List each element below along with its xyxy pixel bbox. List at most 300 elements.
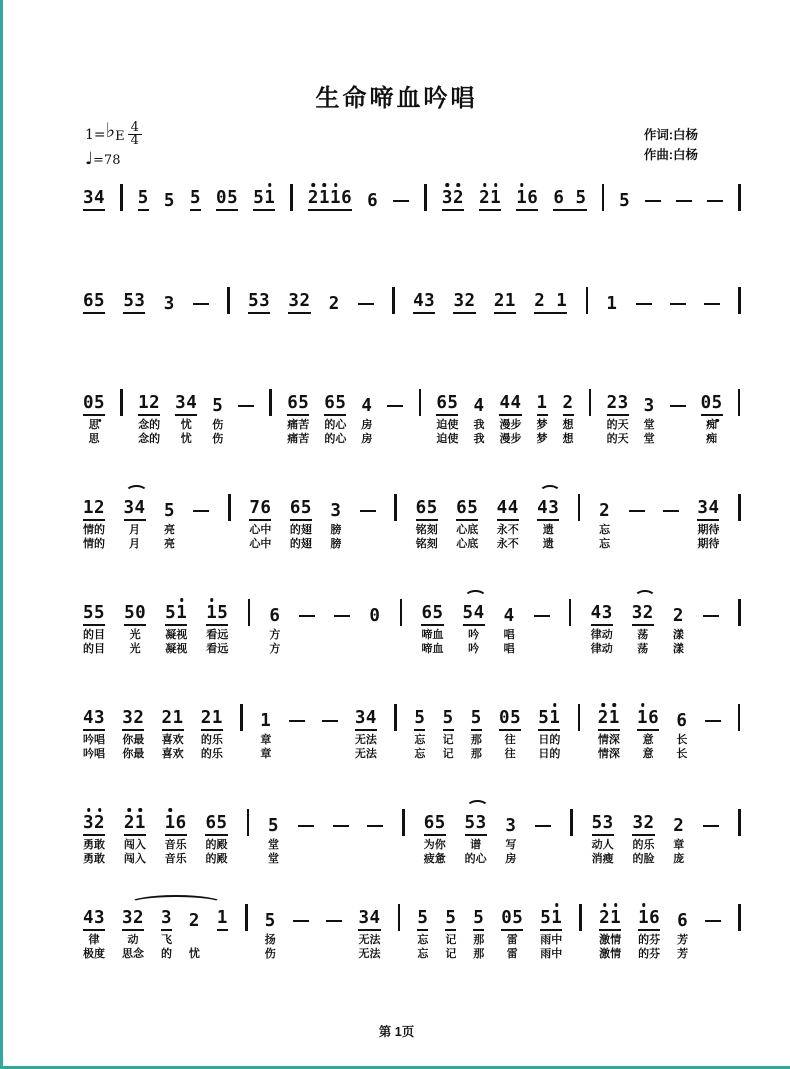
- note-group: [591, 596, 613, 655]
- lyric-syllable: [306, 643, 309, 656]
- barline: [120, 181, 123, 211]
- dash-mark: [393, 200, 409, 203]
- dash-extension: [705, 701, 721, 760]
- note-digit: 2: [149, 393, 161, 413]
- note-digit: 0: [700, 393, 712, 413]
- note-digit: 3: [424, 291, 436, 311]
- barline-mark: [245, 904, 248, 931]
- lyric-syllable: 方: [269, 642, 281, 655]
- note-digit: 1: [264, 188, 276, 208]
- note-digit: 2: [672, 606, 684, 626]
- lyric-syllable: 痛苦: [287, 432, 310, 445]
- note-digits: [453, 291, 475, 314]
- note-digit: 3: [441, 188, 453, 208]
- lyric-syllable: [228, 524, 231, 537]
- note-digit: 1: [83, 498, 95, 518]
- note-digits-slur: [124, 498, 146, 521]
- lyric-syllable: [579, 934, 582, 947]
- note-group: [324, 386, 346, 445]
- barline-mark: [120, 184, 123, 211]
- lyric-syllable: 无法: [358, 947, 381, 960]
- lyric-syllable: 的天: [606, 419, 629, 431]
- key-letter: E: [115, 129, 125, 144]
- note-digit: 2: [606, 393, 618, 413]
- note-digits-slur: [632, 603, 654, 626]
- barline: [392, 284, 395, 314]
- note-digit: 3: [122, 708, 134, 728]
- lyric-syllable: 勇敢: [83, 839, 106, 851]
- lyric-syllable: 激情: [599, 947, 622, 960]
- lyric-syllable: 那: [470, 734, 482, 746]
- dash-mark: [334, 615, 350, 618]
- barline: [578, 491, 581, 550]
- note-digit: 5: [591, 813, 603, 833]
- dash-extension: [670, 386, 686, 445]
- lyric-syllable: [709, 643, 712, 656]
- lyric-syllable: 思念: [122, 947, 145, 960]
- lyric-syllable: [709, 629, 712, 642]
- note-digits: [83, 188, 105, 211]
- note-digit: 5: [538, 708, 550, 728]
- barline-mark: [228, 494, 231, 521]
- lyric-syllable: [712, 948, 715, 961]
- note-digits: [606, 294, 617, 314]
- lyric-syllable: [373, 629, 376, 642]
- note-group: [165, 596, 187, 655]
- lyric-syllable: 思: [88, 432, 100, 445]
- lyric-syllable: 的芬: [638, 947, 661, 960]
- dash-extension: [705, 901, 721, 960]
- lyric-syllable: 吟: [468, 629, 480, 641]
- lyric-syllable: [709, 839, 712, 852]
- lyric-syllable: 章: [260, 747, 272, 760]
- note-digits: [83, 908, 105, 931]
- note-digit: 6: [436, 393, 448, 413]
- lyric-syllable: [295, 734, 298, 747]
- dash-mark: [326, 920, 342, 923]
- lyric-syllable: 思: [88, 419, 100, 431]
- lyric-syllable: [299, 934, 302, 947]
- note-digit: 2: [643, 813, 655, 833]
- lyric-syllable: [397, 948, 400, 961]
- note-group: [290, 491, 312, 550]
- note-group: [201, 701, 223, 760]
- note-digits: [249, 498, 271, 521]
- note-digit: 3: [643, 396, 655, 416]
- lyric-syllable: 消瘦: [591, 852, 614, 865]
- note-digit: 6: [456, 498, 468, 518]
- barline: [120, 386, 123, 445]
- lyric-syllable: 的芬: [638, 934, 661, 946]
- barline-mark: [602, 184, 605, 211]
- note-digit: 6: [289, 498, 301, 518]
- lyric-syllable: 的心: [464, 852, 487, 865]
- note-digit: 0: [216, 188, 228, 208]
- barline: [247, 596, 250, 655]
- key-signature-block: [85, 117, 142, 169]
- note-group: [445, 901, 456, 960]
- barline: [240, 701, 243, 760]
- lyric-syllable: [269, 433, 272, 446]
- note-digit: 6: [83, 291, 95, 311]
- lyric-syllable: 激情: [599, 934, 622, 946]
- lyric-syllable: 律: [88, 934, 100, 946]
- note-group: [122, 901, 144, 960]
- barline: [738, 806, 741, 865]
- note-group: [479, 181, 501, 211]
- note-digit: 4: [510, 393, 522, 413]
- note-digit: 5: [575, 188, 587, 208]
- note-digits: [123, 291, 145, 314]
- note-digit: 5: [264, 911, 276, 931]
- note-digits: [499, 708, 521, 731]
- lyric-syllable: 伤: [264, 947, 276, 960]
- note-digits: [165, 603, 187, 626]
- barline: [586, 284, 589, 314]
- lyric-syllable: [399, 643, 402, 656]
- note-digits: [83, 498, 105, 521]
- note-digits: [538, 708, 560, 731]
- dash-extension: [333, 806, 349, 865]
- note-digit: 1: [606, 294, 618, 314]
- lyric-syllable: [269, 419, 272, 432]
- dash-extension: [367, 806, 383, 865]
- note-digit: 4: [83, 708, 95, 728]
- note-digits: [201, 708, 223, 731]
- note-digit: 5: [335, 393, 347, 413]
- note-digit: 6: [648, 708, 660, 728]
- lyric-syllable: [635, 524, 638, 537]
- barline-mark: [419, 389, 422, 416]
- dash-mark: [299, 615, 315, 618]
- lyric-syllable: 方: [269, 629, 281, 641]
- flat-icon: ♭: [105, 117, 116, 142]
- note-digit: 5: [464, 813, 476, 833]
- music-system-6: [83, 701, 741, 760]
- dash-mark: [367, 825, 383, 828]
- note-digits-slur: [122, 908, 144, 931]
- note-digits: [599, 501, 610, 521]
- lyric-syllable: 那: [470, 747, 482, 760]
- note-group: [499, 701, 521, 760]
- note-digit: 2: [328, 294, 340, 314]
- lyric-syllable: 吟唱: [83, 747, 106, 760]
- note-digit: 6: [423, 813, 435, 833]
- lyric-syllable: 凝视: [165, 629, 188, 641]
- dash-mark: [670, 405, 686, 408]
- note-digit: 5: [414, 708, 426, 728]
- lyric-syllable: 啼血: [421, 629, 444, 641]
- lyric-syllable: [709, 853, 712, 866]
- lyric-syllable: 迫使: [436, 419, 459, 431]
- lyric-syllable: 无法: [354, 734, 377, 746]
- lyric-syllable: [394, 538, 397, 551]
- note-digit: 3: [475, 813, 487, 833]
- note-digit: 5: [426, 498, 438, 518]
- lyric-syllable: [394, 433, 397, 446]
- note-digit: 5: [470, 708, 482, 728]
- lyric-syllable: [540, 643, 543, 656]
- lyric-syllable: 荡: [637, 642, 649, 655]
- note-digit: 6: [527, 188, 539, 208]
- dash-extension: [629, 491, 645, 550]
- note-digits: [553, 188, 586, 211]
- lyric-syllable: [676, 433, 679, 446]
- note-digit: 3: [354, 708, 366, 728]
- note-group: [607, 386, 629, 445]
- dash-mark: [293, 920, 309, 923]
- lyric-syllable: [738, 419, 741, 432]
- note-digit: 3: [453, 291, 465, 311]
- lyric-syllable: 记: [442, 734, 454, 746]
- note-digit: 4: [708, 498, 720, 518]
- dash-extension: [322, 701, 338, 760]
- lyric-syllable: [589, 433, 592, 446]
- note-group: [701, 386, 723, 445]
- lyric-syllable: 的心: [324, 419, 347, 431]
- note-digits: [676, 711, 687, 731]
- note-digits: [416, 498, 438, 521]
- note-group: [206, 596, 228, 655]
- note-digit: 3: [123, 498, 135, 518]
- note-digits: [165, 813, 187, 836]
- note-digit: 6: [324, 393, 336, 413]
- lyric-syllable: [569, 629, 572, 642]
- barline-mark: [570, 809, 573, 836]
- lyric-syllable: 房: [361, 419, 373, 431]
- note-digits: [497, 498, 519, 521]
- note-digits: [592, 813, 614, 836]
- lyric-syllable: 看远: [206, 629, 229, 641]
- lyric-syllable: [221, 934, 224, 947]
- note-group: [165, 806, 187, 865]
- key-signature: [85, 117, 142, 148]
- note-digit: 1: [504, 291, 516, 311]
- barline: [589, 386, 592, 445]
- dash-mark: [703, 615, 719, 618]
- dash-extension: [326, 901, 342, 960]
- note-digit: 5: [434, 813, 446, 833]
- lyric-syllable: 无法: [354, 747, 377, 760]
- lyric-syllable: 雷: [506, 934, 518, 946]
- barline-mark: [578, 494, 581, 521]
- dash-extension: [703, 596, 719, 655]
- dash-extension: [676, 181, 692, 211]
- note-digit: 5: [189, 188, 201, 208]
- lyric-syllable: 章: [673, 839, 685, 851]
- note-digits: [442, 188, 464, 211]
- lyric-syllable: [366, 538, 369, 551]
- lyric-syllable: 飞: [160, 934, 172, 946]
- note-digit: 6: [205, 813, 217, 833]
- note-group: [421, 596, 443, 655]
- note-digits: [260, 711, 271, 731]
- lyric-syllable: 勇敢: [83, 852, 106, 865]
- dash-mark: [704, 303, 720, 306]
- note-digit: 1: [516, 188, 528, 208]
- note-digit: 1: [551, 908, 563, 928]
- note-digit: 2: [123, 813, 135, 833]
- lyric-syllable: 的殿: [205, 839, 228, 851]
- note-group: [465, 806, 487, 865]
- barline: [738, 181, 741, 211]
- lyric-syllable: 的目: [83, 629, 106, 641]
- note-digits: [206, 603, 228, 626]
- dash-mark: [387, 405, 403, 408]
- note-digit: 5: [253, 188, 265, 208]
- dash-extension: [704, 284, 720, 314]
- barline-mark: [394, 704, 397, 731]
- lyric-syllable: [570, 839, 573, 852]
- music-system-8: [83, 901, 741, 960]
- note-digit: 5: [163, 191, 175, 211]
- lyric-syllable: 忘: [599, 537, 611, 550]
- note-digits: [83, 708, 105, 731]
- note-digit: 3: [83, 813, 95, 833]
- lyric-syllable: [328, 748, 331, 761]
- note-group: [83, 386, 105, 445]
- dash-mark: [193, 303, 209, 306]
- lyric-syllable: [373, 643, 376, 656]
- lyric-syllable: [738, 629, 741, 642]
- barline-mark: [579, 904, 582, 931]
- note-digit: 2: [599, 501, 611, 521]
- note-digit: 2: [452, 188, 464, 208]
- note-group: [369, 596, 380, 655]
- lyric-syllable: [341, 629, 344, 642]
- lyric-syllable: [570, 853, 573, 866]
- lyric-syllable: 的翅: [289, 537, 312, 550]
- composer-credit: 作曲:白杨: [643, 148, 698, 162]
- lyric-syllable: [304, 839, 307, 852]
- music-system-7: [83, 806, 741, 865]
- note-digits: [164, 501, 175, 521]
- note-digit: 5: [512, 908, 524, 928]
- dash-extension: [289, 701, 305, 760]
- lyric-syllable: [247, 643, 250, 656]
- note-digit: 4: [369, 908, 381, 928]
- note-digit: 1: [610, 908, 622, 928]
- lyric-syllable: 忧: [188, 947, 200, 960]
- dash-extension: [663, 491, 679, 550]
- dash-mark: [663, 510, 679, 513]
- note-digit: 4: [503, 606, 515, 626]
- dash-mark: [629, 510, 645, 513]
- note-digit: 1: [211, 708, 223, 728]
- note-group: [83, 491, 105, 550]
- note-digits: [701, 393, 723, 416]
- note-digits: [355, 708, 377, 731]
- dash-extension: [670, 284, 686, 314]
- barline: [579, 901, 582, 960]
- note-group: [175, 386, 197, 445]
- dash-extension: [703, 806, 719, 865]
- note-digit: 4: [186, 393, 198, 413]
- lyric-syllable: [397, 934, 400, 947]
- lyric-syllable: 忘: [417, 934, 429, 946]
- note-digit: 3: [601, 603, 613, 623]
- note-digits: [516, 188, 538, 211]
- barline-mark: [738, 287, 741, 314]
- note-digit: 1: [138, 393, 150, 413]
- barline-mark: [269, 389, 272, 416]
- lyric-syllable: 忘: [599, 524, 611, 536]
- note-group: [83, 806, 105, 865]
- note-digits: [494, 291, 516, 314]
- note-digit: 4: [499, 393, 511, 413]
- lyric-syllable: 写: [505, 839, 517, 851]
- note-digits: [697, 498, 719, 521]
- lyric-syllable: 闯入: [123, 852, 146, 865]
- dash-mark: [193, 510, 209, 513]
- note-digits: [361, 396, 372, 416]
- note-digits: [205, 813, 227, 836]
- lyric-syllable: [676, 419, 679, 432]
- note-group: [540, 901, 562, 960]
- lyric-syllable: [394, 419, 397, 432]
- lyric-syllable: 那: [473, 947, 485, 960]
- note-digits: [501, 908, 523, 931]
- note-digit: 2: [479, 188, 491, 208]
- lyric-syllable: 光: [129, 642, 141, 655]
- lyric-syllable: [246, 853, 249, 866]
- lyric-syllable: 的脸: [632, 852, 655, 865]
- note-digits: [324, 393, 346, 416]
- lyric-syllable: [304, 853, 307, 866]
- note-digit: 1: [490, 188, 502, 208]
- dash-mark: [535, 825, 551, 828]
- lyric-syllable: 永不: [496, 537, 519, 550]
- dash-mark: [670, 303, 686, 306]
- note-digit: 5: [462, 603, 474, 623]
- note-group: [416, 491, 438, 550]
- note-digits: [421, 603, 443, 626]
- dash-extension: [393, 181, 409, 211]
- note-group: [265, 901, 276, 960]
- lyric-syllable: 我: [473, 432, 485, 445]
- dash-mark: [289, 720, 305, 723]
- lyric-syllable: [228, 538, 231, 551]
- note-group: [330, 491, 341, 550]
- lyric-syllable: 极度: [83, 947, 106, 960]
- dash-extension: [535, 806, 551, 865]
- lyric-syllable: [394, 748, 397, 761]
- note-digit: 5: [165, 603, 177, 623]
- note-digit: 5: [94, 393, 106, 413]
- note-digits: [598, 708, 620, 731]
- note-digits: [534, 291, 567, 314]
- note-group: [436, 386, 458, 445]
- note-digits: [124, 603, 146, 626]
- lyric-syllable: [339, 853, 342, 866]
- note-digits: [162, 708, 184, 731]
- note-digit: 1: [549, 708, 561, 728]
- note-group: [83, 701, 105, 760]
- barline: [394, 491, 397, 550]
- lyric-syllable: [240, 748, 243, 761]
- lyric-syllable: 雨中: [540, 947, 563, 960]
- note-digit: 3: [94, 708, 106, 728]
- lyric-syllable: 的天: [606, 432, 629, 445]
- lyric-syllable: 的翅: [289, 524, 312, 536]
- barline: [602, 181, 605, 211]
- note-digit: 3: [358, 908, 370, 928]
- note-digit: 2: [493, 291, 505, 311]
- note-digit: 1: [330, 188, 342, 208]
- note-digits: [269, 606, 280, 626]
- lyric-syllable: [738, 538, 741, 551]
- lyric-syllable: 的心: [324, 432, 347, 445]
